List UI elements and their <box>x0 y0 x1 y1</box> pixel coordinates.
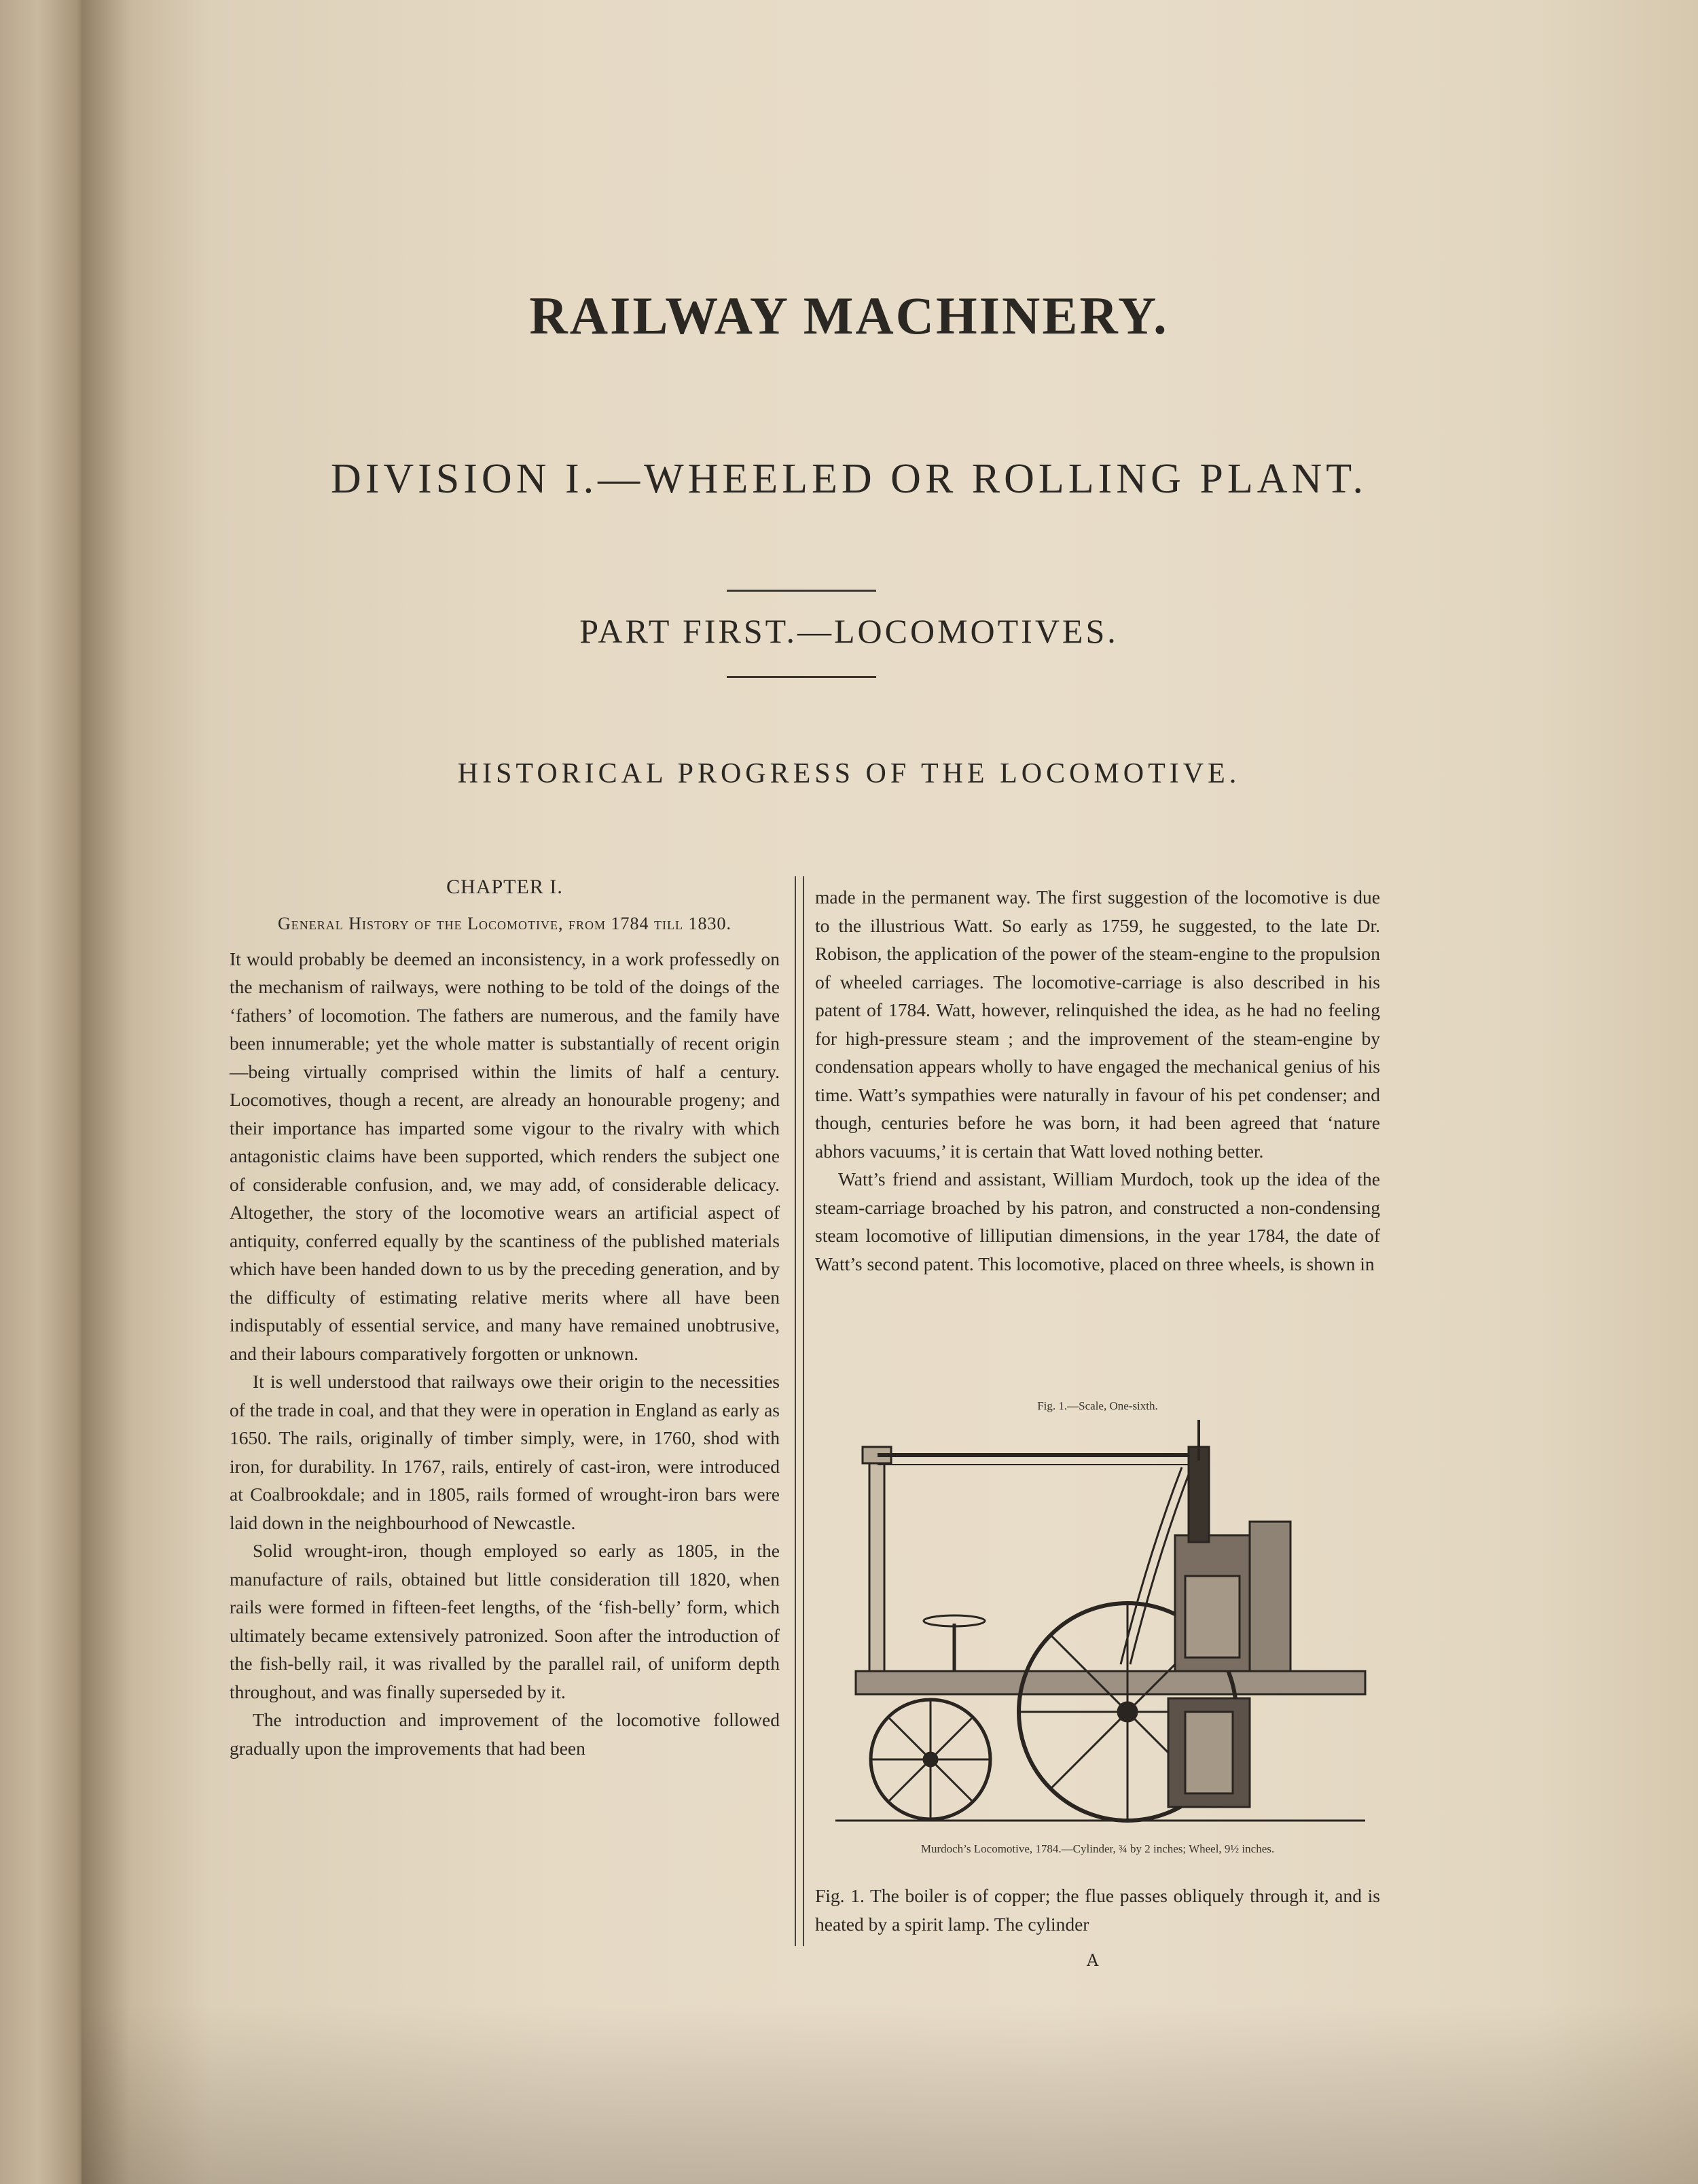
paragraph: It would probably be deemed an inconsistency, in a work professedly on the mechanism of railways, were nothing to be told of the doings of the ‘fathers’ of locomotion. The fathers are numerous, and the family have been innumerable; yet the whole matter is substantially of recent origin—being virtually comprised within the limits of half a century. Locomotives, though a recent, are already an honourable progeny; and their importance has imparted some vigour to the rivalry with which antagonistic claims have been supported, which renders the subject one of considerable confusion, and, we may add, of considerable delicacy. Altogether, the story of the locomotive wears an artificial aspect of antiquity, conferred equally by the scantiness of the published materials which have been handed down to us by the preceding generation, and by the difficulty of estimating relative merits where all have been indisputably of essential service, and many have remained unobtrusive, and their labours comparatively forgotten or unknown. <box>230 948 780 1364</box>
right-column <box>815 883 1380 1278</box>
figure-label: Fig. 1.—Scale, One-sixth. <box>1037 1399 1158 1412</box>
part-title: PART FIRST.—LOCOMOTIVES. <box>579 612 1119 650</box>
paragraph: The introduction and improvement of the locomotive followed gradually upon the improvements that had been <box>230 1709 780 1759</box>
main-title: RAILWAY MACHINERY. <box>529 286 1169 345</box>
murdoch-locomotive-illustration <box>835 1420 1379 1834</box>
paragraph: made in the permanent way. The first suggestion of the locomotive is due to the illustrious Watt. So early as 1759, he suggested, to the late Dr. Robison, the application of the power of the steam-engine to the propulsion of wheeled carriages. The locomotive-carriage is also described in his patent of 1784. Watt, however, relinquished the idea, as he had no feeling for high-pressure steam ; and the improvement of the steam-engine by condensation appears wholly to have engaged the mechanical genius of his time. Watt’s sympathies were naturally in favour of his pet condenser; and though, centuries before he was born, it had been agreed that ‘nature abhors vacuums,’ it is certain that Watt loved nothing better. <box>815 887 1380 1162</box>
paragraph: Watt’s friend and assistant, William Murdoch, took up the idea of the steam-carriage broached by his patron, and constructed a non-condensing steam locomotive of lilliputian dimensions, in the year 1784, the date of Watt’s second patent. This locomotive, placed on three wheels, is shown in <box>815 1168 1380 1274</box>
paragraph: Solid wrought-iron, though employed so early as 1805, in the manufacture of rails, obtained but little consideration till 1820, when rails were formed in fifteen-feet lengths, of the ‘fish-belly’ form, which ultimately became extensively patronized. Soon after the introduction of the fish-belly rail, it was rivalled by the parallel rail, of uniform depth throughout, and was finally superseded by it. <box>230 1540 780 1702</box>
paragraph: It is well understood that railways owe their origin to the necessities of the trade in coal, and that they were in operation in England as early as 1650. The rails, originally of timber simply, were, in 1760, shod with iron, for durability. In 1767, rails, entirely of cast-iron, were introduced at Coalbrookdale; and in 1805, rails formed of wrought-iron bars were laid down in the neighbourhood of Newcastle. <box>230 1371 780 1533</box>
rule-bottom <box>727 676 876 678</box>
column-divider <box>795 876 804 1946</box>
chapter-subtitle: General History of the Locomotive, from 1784 till 1830. <box>277 913 732 933</box>
rule-top <box>727 590 876 592</box>
chapter-heading: CHAPTER I. <box>446 876 563 898</box>
signature-mark: A <box>1087 1951 1099 1970</box>
paragraph: Fig. 1. The boiler is of copper; the flue passes obliquely through it, and is heated by a spirit lamp. The cylinder <box>815 1885 1380 1935</box>
figure-caption: Murdoch’s Locomotive, 1784.—Cylinder, ¾ by 2 inches; Wheel, 9½ inches. <box>920 1842 1275 1855</box>
left-column <box>230 873 780 1762</box>
section-title: HISTORICAL PROGRESS OF THE LOCOMOTIVE. <box>457 758 1241 789</box>
division-title: DIVISION I.—WHEELED OR ROLLING PLANT. <box>330 456 1368 502</box>
right-column-continued <box>815 1882 1380 1938</box>
